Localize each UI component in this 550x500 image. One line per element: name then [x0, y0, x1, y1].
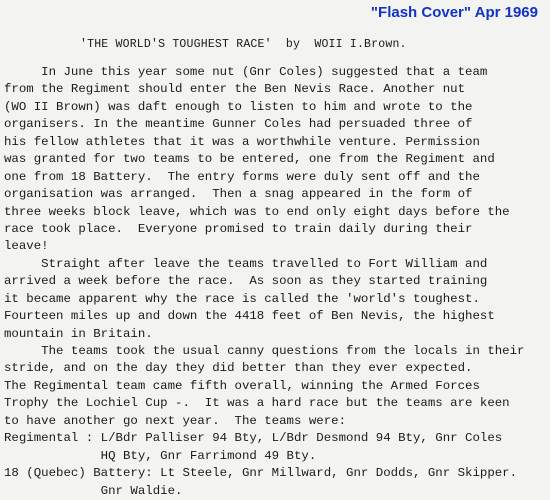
body-line: arrived a week before the race. As soon as they started training [4, 274, 488, 289]
team-line: HQ Bty, Gnr Farrimond 49 Bty. [4, 448, 317, 463]
body-line: organisers. In the meantime Gunner Coles had persuaded three of [4, 117, 473, 132]
body-line: from the Regiment should enter the Ben Nevis Race. Another nut [4, 82, 466, 97]
team-line: Gnr Waldie. [4, 483, 183, 498]
body-line: leave! [4, 239, 49, 254]
body-line: stride, and on the day they did better than they ever expected. [4, 361, 473, 376]
body-line: was granted for two teams to be entered, one from the Regiment and [4, 152, 495, 167]
body-line: The teams took the usual canny questions from the locals in their [4, 344, 525, 358]
body-line: Straight after leave the teams travelled to Fort William and [4, 256, 488, 271]
body-line: organisation was arranged. Then a snag appeared in the form of [4, 187, 473, 202]
article-body [4, 64, 550, 500]
team-line: Regimental : L/Bdr Palliser 94 Bty, L/Bdr Desmond 94 Bty, Gnr Coles [4, 431, 503, 446]
article-title: 'THE WORLD'S TOUGHEST RACE' by WOII I.Brown. [80, 38, 407, 51]
body-line: (WO II Brown) was daft enough to listen to him and wrote to the [4, 99, 473, 114]
body-line: In June this year some nut (Gnr Coles) suggested that a team [4, 65, 488, 79]
body-line: The Regimental team came fifth overall, winning the Armed Forces [4, 378, 480, 393]
body-line: mountain in Britain. [4, 326, 153, 341]
source-tag: "Flash Cover" Apr 1969 [370, 4, 538, 21]
body-line: to have another go next year. The teams were: [4, 413, 347, 428]
body-line: one from 18 Battery. The entry forms were duly sent off and the [4, 169, 480, 184]
body-line: it became apparent why the race is called the 'world's toughest. [4, 291, 480, 306]
body-line: Trophy the Lochiel Cup -. It was a hard race but the teams are keen [4, 396, 510, 411]
body-line: Fourteen miles up and down the 4418 feet of Ben Nevis, the highest [4, 309, 495, 324]
body-line: race took place. Everyone promised to train daily during their [4, 221, 473, 236]
body-line: his fellow athletes that it was a worthwhile venture. Permission [4, 134, 480, 149]
team-line: 18 (Quebec) Battery: Lt Steele, Gnr Millward, Gnr Dodds, Gnr Skipper. [4, 466, 518, 481]
body-line: three weeks block leave, which was to end only eight days before the [4, 204, 510, 219]
